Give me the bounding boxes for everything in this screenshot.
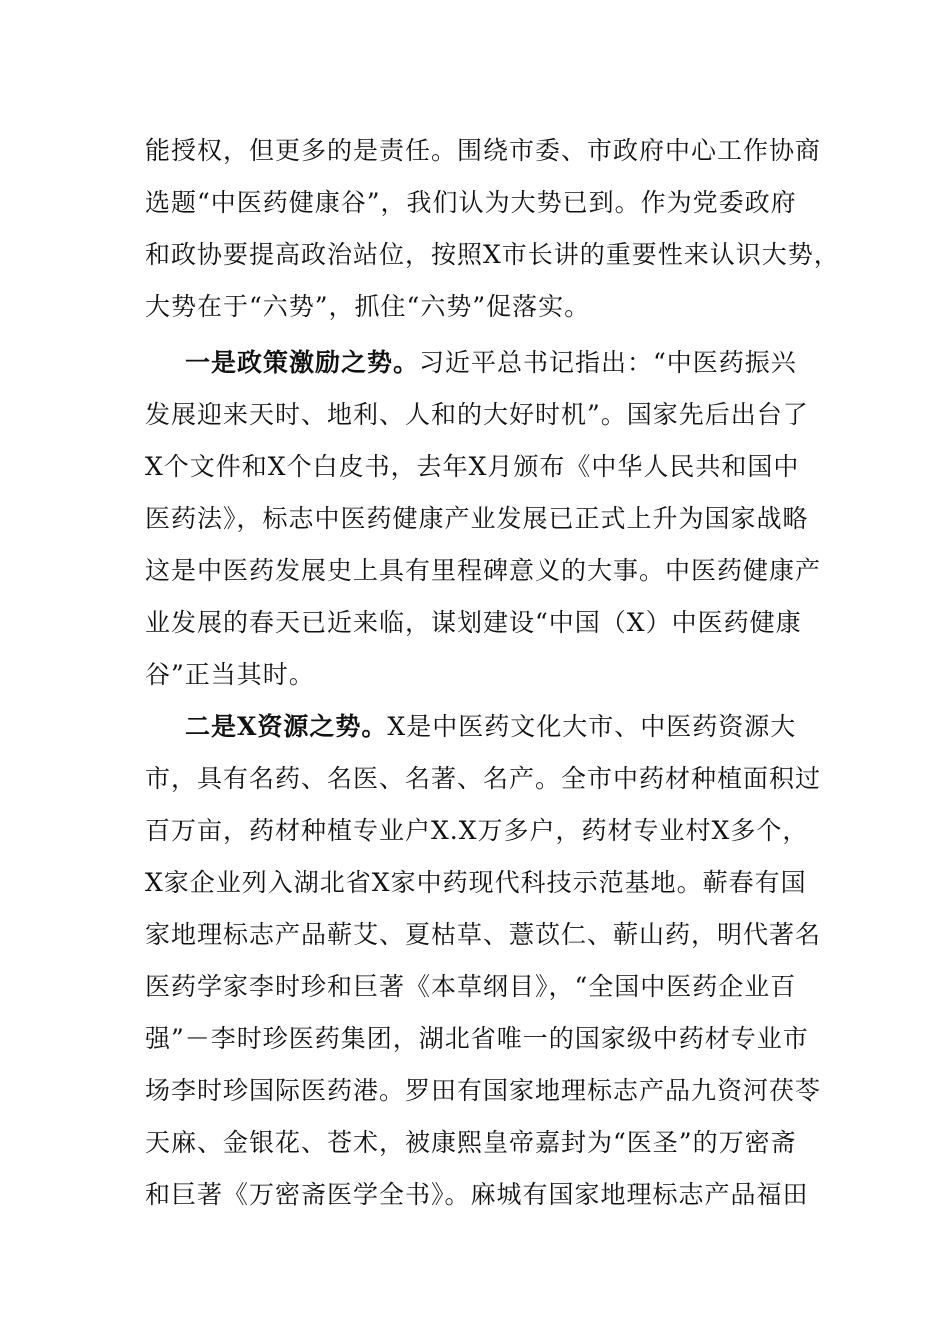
paragraph-2-line-2: 发展迎来天时、地利、人和的大好时机”。国家先后出台了	[145, 400, 809, 429]
paragraph-3-line-8: 场李时珍国际医药港。罗田有国家地理标志产品九资河茯苓	[145, 1076, 822, 1105]
paragraph-3-line-2: 市，具有名药、名医、名著、名产。全市中药材种植面积过	[145, 764, 822, 793]
paragraph-3-line-4: X家企业列入湖北省X家中药现代科技示范基地。蕲春有国	[145, 868, 807, 897]
paragraph-2-line-3: X个文件和X个白皮书，去年X月颁布《中华人民共和国中	[145, 452, 800, 481]
paragraph-3-line-6: 医药学家李时珍和巨著《本草纲目》，“全国中医药企业百	[145, 972, 797, 1001]
paragraph-2-line-5: 这是中医药发展史上具有里程碑意义的大事。中医药健康产	[145, 556, 822, 585]
paragraph-3-line-9: 天麻、金银花、苍术，被康熙皇帝嘉封为“医圣”的万密斋	[145, 1128, 797, 1157]
paragraph-3-line-7: 强”－李时珍医药集团，湖北省唯一的国家级中药材专业市	[145, 1024, 809, 1053]
paragraph-1-line-3: 和政协要提高政治站位，按照X市长讲的重要性来认识大势，	[145, 240, 840, 269]
paragraph-2-line-4: 医药法》，标志中医药健康产业发展已正式上升为国家战略	[145, 504, 809, 533]
paragraph-2-line-6: 业发展的春天已近来临，谋划建设“中国（X）中医药健康	[145, 608, 802, 637]
paragraph-2-heading: 一是政策激励之势。	[185, 348, 420, 377]
paragraph-3-first-line	[185, 710, 796, 744]
paragraph-3-line-3: 百万亩，药材种植专业户X.X万多户，药材专业村X多个，	[145, 816, 809, 845]
paragraph-3-line-10: 和巨著《万密斋医学全书》。麻城有国家地理标志产品福田	[145, 1180, 809, 1209]
paragraph-3-heading: 二是X资源之势。	[185, 712, 388, 741]
paragraph-1-line-1: 能授权，但更多的是责任。围绕市委、市政府中心工作协商	[145, 136, 822, 165]
paragraph-2-first-line-text: 习近平总书记指出：“中医药振兴	[419, 348, 797, 377]
paragraph-3-line-5: 家地理标志产品蕲艾、夏枯草、薏苡仁、蕲山药，明代著名	[145, 920, 822, 949]
paragraph-1-line-4: 大势在于“六势”，抓住“六势”促落实。	[145, 292, 591, 321]
paragraph-1-line-2: 选题“中医药健康谷”，我们认为大势已到。作为党委政府	[145, 188, 797, 217]
paragraph-3-first-line-text: X是中医药文化大市、中医药资源大	[387, 712, 797, 741]
paragraph-2-first-line	[185, 346, 797, 380]
paragraph-2-line-7: 谷”正当其时。	[145, 660, 315, 689]
